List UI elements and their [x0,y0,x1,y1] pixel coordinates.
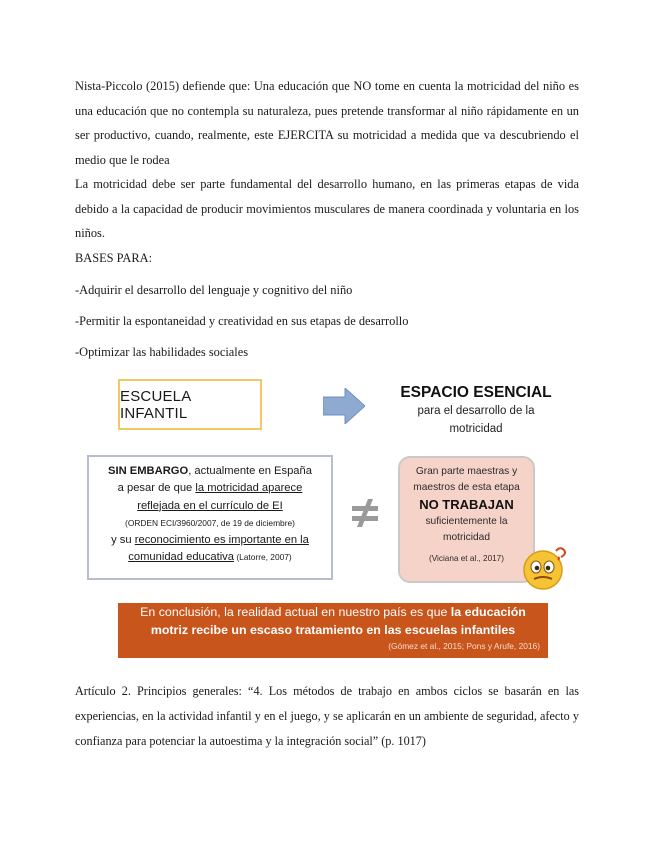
gran-l2: maestros de esta etapa [413,482,520,493]
sin-l2-a: a pesar de que [117,482,196,495]
espacio-sub-line-2: motricidad [449,423,503,435]
concl-l1-a: En conclusión, la realidad actual en nuestro país es que [140,605,451,619]
escuela-infantil-label: ESCUELA INFANTIL [120,387,191,422]
gran-parte-box [398,456,535,583]
sin-orden: (ORDEN ECI/3960/2007, de 19 de diciembre) [125,517,295,528]
sin-embargo-box [87,455,333,580]
gran-cite: (Viciana et al., 2017) [429,554,504,563]
paragraph-motricidad: La motricidad debe ser parte fundamental del desarrollo humano, en las primeras etapas de vida debido a la capacidad de producir movimientos musculares de manera coordinada y voluntaria en los niños. [75,177,579,240]
conclusion-box [118,603,548,658]
no-trabajan: NO TRABAJAN [419,497,514,512]
confused-emoji-icon [520,542,570,592]
sin-l5-u: reconocimiento es importante en la [134,534,309,547]
bases-item-2: -Permitir la espontaneidad y creatividad en sus etapas de desarrollo [75,314,409,328]
sin-l2-u: la motricidad aparece [195,482,303,495]
paragraph-nista-piccolo: Nista-Piccolo (2015) defiende que: Una educación que NO tome en cuenta la motricidad del niño es una educación que no contempla su naturaleza, pues pretende transformar al niño rápidamente en un ser productivo, cuando, realmente, este EJERCITA su motricidad a medida que va descubriendo el medio que le rodea [75,79,579,167]
not-equal-icon [350,497,380,529]
concl-l1-b: la educación [450,605,526,619]
espacio-esencial-subtitle [392,402,560,438]
gran-l5: motricidad [443,532,490,543]
espacio-sub-line-1: para el desarrollo de la [417,405,535,417]
concl-l2: motriz recibe un escaso tratamiento en las escuelas infantiles [150,622,516,637]
concl-cite: (Gómez et al., 2015; Pons y Arufe, 2016) [388,640,540,651]
sin-embargo-bold: SIN EMBARGO [108,465,189,477]
espacio-esencial-title: ESPACIO ESENCIAL [400,384,552,401]
sin-l1-rest: , actualmente en España [188,465,312,477]
sin-l5-a: y su [111,534,135,547]
sin-cite: (Latorre, 2007) [234,552,292,563]
sin-l6-u: comunidad educativa [128,551,234,564]
paragraph-articulo-2: Artículo 2. Principios generales: “4. Los métodos de trabajo en ambos ciclos se basarán en las experiencias, en la actividad infantil y en el juego, y se aplicarán en un ambiente de seguridad, afecto y confianza para potenciar la autoestima y la integración social” (p. 1017) [75,684,579,748]
bases-item-1: -Adquirir el desarrollo del lenguaje y cognitivo del niño [75,283,353,297]
right-arrow-icon [323,388,365,424]
sin-l3-u: reflejada en el currículo de EI [137,499,283,512]
gran-l1: Gran parte maestras y [415,466,518,477]
escuela-infantil-box [118,379,262,430]
bases-title: BASES PARA: [75,251,153,265]
bases-item-3: -Optimizar las habilidades sociales [75,345,249,359]
gran-l4: suficientemente la [425,516,508,527]
